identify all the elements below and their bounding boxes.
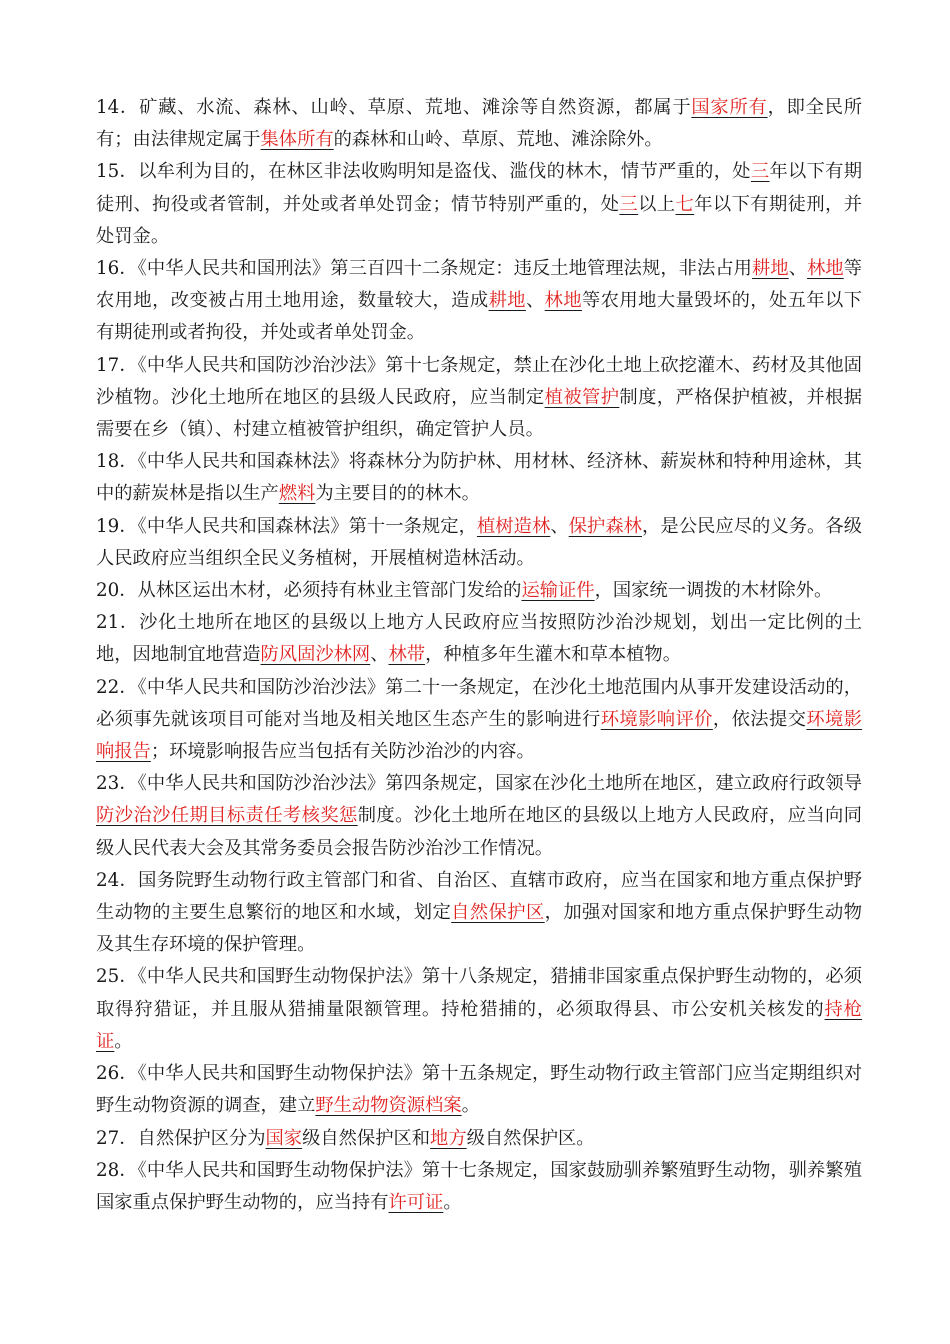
answer-blank: 林地 — [544, 290, 583, 312]
question-number: 25 — [96, 966, 120, 988]
question-text: 级自然保护区。 — [466, 1127, 595, 1149]
question-item — [96, 1123, 862, 1155]
question-text: 等农用地，改变被占用土地用途，数量较大，造成 — [96, 258, 863, 312]
question-text: 制度。沙化土地所在地区的县级以上地方人民政府，应当向同级人民代表大会及其常务委员会报告防沙治沙工作情况。 — [96, 805, 863, 859]
question-number: 17 — [96, 354, 120, 376]
answer-blank: 耕地 — [752, 258, 789, 280]
question-text: ．《中华人民共和国野生动物保护法》第十七条规定，国家鼓励驯养繁殖野生动物，驯养繁殖国家重点保护野生动物的，应当持有 — [96, 1159, 862, 1213]
question-text: ；环境影响报告应当包括有关防沙治沙的内容。 — [150, 741, 535, 763]
question-number: 26 — [96, 1063, 120, 1085]
answer-blank: 林带 — [388, 644, 426, 666]
question-text: ．从林区运出木材，必须持有林业主管部门发给的 — [119, 580, 522, 602]
answer-blank: 防沙治沙任期目标责任考核奖惩 — [96, 805, 358, 827]
question-text: 的森林和山岭、草原、荒地、滩涂除外。 — [333, 129, 663, 151]
question-text: 、 — [788, 258, 808, 280]
question-number: 19 — [96, 515, 120, 537]
question-number: 20 — [96, 580, 120, 602]
question-text: ．《中华人民共和国防沙治沙法》第二十一条规定，在沙化土地范围内从事开发建设活动的，必须事先就该项目可能对当地及相关地区生态产生的影响进行 — [96, 676, 862, 730]
question-number: 22 — [96, 676, 120, 698]
question-text: ，依法提交 — [712, 708, 807, 730]
question-number: 24 — [96, 869, 120, 891]
answer-blank: 持枪证 — [96, 998, 863, 1052]
question-text: 。 — [443, 1191, 462, 1213]
question-item — [96, 350, 862, 447]
question-text: ．沙化土地所在地区的县级以上地方人民政府应当按照防沙治沙规划，划出一定比例的土地，因地制宜地营造 — [96, 612, 862, 666]
question-text: 以上 — [638, 193, 676, 215]
question-text: 、 — [525, 290, 545, 312]
question-text: 。 — [461, 1095, 480, 1117]
answer-blank: 自然保护区 — [451, 902, 545, 924]
question-text: 、 — [370, 644, 389, 666]
question-number: 21 — [96, 612, 120, 634]
question-item — [96, 768, 862, 865]
question-text: 制度，严格保护植被，并根据需要在乡（镇）、村建立植被管护组织，确定管护人员。 — [96, 386, 863, 441]
question-text: 。 — [114, 1030, 133, 1052]
question-number: 18 — [96, 451, 120, 473]
answer-blank: 三 — [619, 193, 639, 215]
question-text: 、 — [550, 515, 569, 537]
question-text: 年以下有期徒刑，并处罚金。 — [96, 193, 863, 247]
question-text: ．《中华人民共和国野生动物保护法》第十八条规定，猎捕非国家重点保护野生动物的，必须取得狩猎证，并且服从猎捕量限额管理。持枪猎捕的，必须取得县、市公安机关核发的 — [96, 966, 862, 1020]
question-item — [96, 1155, 862, 1219]
question-item — [96, 253, 862, 350]
question-text: ．国务院野生动物行政主管部门和省、自治区、直辖市政府，应当在国家和地方重点保护野生动物的主要生息繁衍的地区和水域，划定 — [96, 869, 862, 924]
answer-blank: 防风固沙林网 — [260, 644, 371, 666]
question-item — [96, 961, 862, 1058]
question-number: 28 — [96, 1159, 120, 1181]
answer-blank: 地方 — [430, 1127, 467, 1149]
answer-blank: 三 — [750, 161, 770, 183]
answer-blank: 植树造林 — [476, 515, 551, 537]
question-item — [96, 575, 862, 607]
answer-blank: 国家 — [265, 1127, 303, 1149]
question-number: 14 — [96, 97, 120, 118]
answer-blank: 集体所有 — [260, 129, 334, 151]
answer-blank: 耕地 — [488, 290, 526, 312]
question-text: 等农用地大量毁坏的，处五年以下有期徒刑或者拘役，并处或者单处罚金。 — [96, 290, 863, 344]
question-number: 23 — [96, 773, 120, 795]
question-item — [96, 607, 862, 671]
answer-blank: 环境影响评价 — [600, 708, 713, 730]
question-text: ，即全民所有；由法律规定属于 — [96, 97, 863, 151]
answer-blank: 林地 — [807, 258, 844, 280]
question-text: ．《中华人民共和国防沙治沙法》第四条规定，国家在沙化土地所在地区，建立政府行政领导 — [119, 773, 862, 795]
answer-blank: 植被管护 — [544, 386, 620, 408]
answer-blank: 燃料 — [278, 483, 316, 505]
answer-blank: 国家所有 — [691, 97, 768, 118]
question-text: ．《中华人民共和国野生动物保护法》第十五条规定，野生动物行政主管部门应当定期组织对野生动物资源的调查，建立 — [96, 1063, 862, 1117]
question-item — [96, 156, 862, 253]
question-text: ，加强对国家和地方重点保护野生动物及其生存环境的保护管理。 — [96, 902, 863, 956]
answer-blank: 七 — [675, 193, 695, 215]
question-text: ．自然保护区分为 — [119, 1127, 266, 1149]
question-text: ．《中华人民共和国森林法》将森林分为防护林、用材林、经济林、薪炭林和特种用途林，其中的薪炭林是指以生产 — [96, 451, 862, 505]
answer-blank: 环境影响报告 — [96, 708, 863, 763]
answer-blank: 运输证件 — [521, 580, 595, 602]
question-text: ，种植多年生灌木和草本植物。 — [425, 644, 681, 666]
question-item — [96, 1058, 862, 1122]
question-text: ．《中华人民共和国森林法》第十一条规定， — [119, 515, 477, 537]
question-text: 年以下有期徒刑、拘役或者管制，并处或者单处罚金；情节特别严重的，处 — [96, 161, 863, 215]
answer-blank: 许可证 — [388, 1191, 444, 1213]
question-item — [96, 446, 862, 510]
question-text: ．《中华人民共和国防沙治沙法》第十七条规定，禁止在沙化土地上砍挖灌木、药材及其他固沙植物。沙化土地所在地区的县级人民政府，应当制定 — [96, 354, 862, 408]
question-text: ，国家统一调拨的木材除外。 — [594, 580, 833, 602]
question-number: 15 — [96, 161, 120, 183]
question-text: ．《中华人民共和国刑法》第三百四十二条规定：违反土地管理法规，非法占用 — [119, 258, 753, 280]
question-list — [96, 92, 862, 1219]
answer-blank: 野生动物资源档案 — [315, 1095, 462, 1117]
question-item — [96, 672, 862, 769]
question-item — [96, 865, 862, 962]
question-text: ．以牟利为目的，在林区非法收购明知是盗伐、滥伐的林木，情节严重的，处 — [119, 161, 751, 183]
question-text: 级自然保护区和 — [302, 1127, 431, 1149]
answer-blank: 保护森林 — [568, 515, 643, 537]
question-text: ，是公民应尽的义务。各级人民政府应当组织全民义务植树，开展植树造林活动。 — [96, 515, 863, 569]
question-text: 为主要目的的林木。 — [315, 483, 480, 505]
question-item — [96, 511, 862, 575]
question-number: 27 — [96, 1127, 120, 1149]
question-text: ．矿藏、水流、森林、山岭、草原、荒地、滩涂等自然资源，都属于 — [119, 97, 692, 118]
question-number: 16 — [96, 258, 120, 280]
question-item — [96, 92, 862, 156]
